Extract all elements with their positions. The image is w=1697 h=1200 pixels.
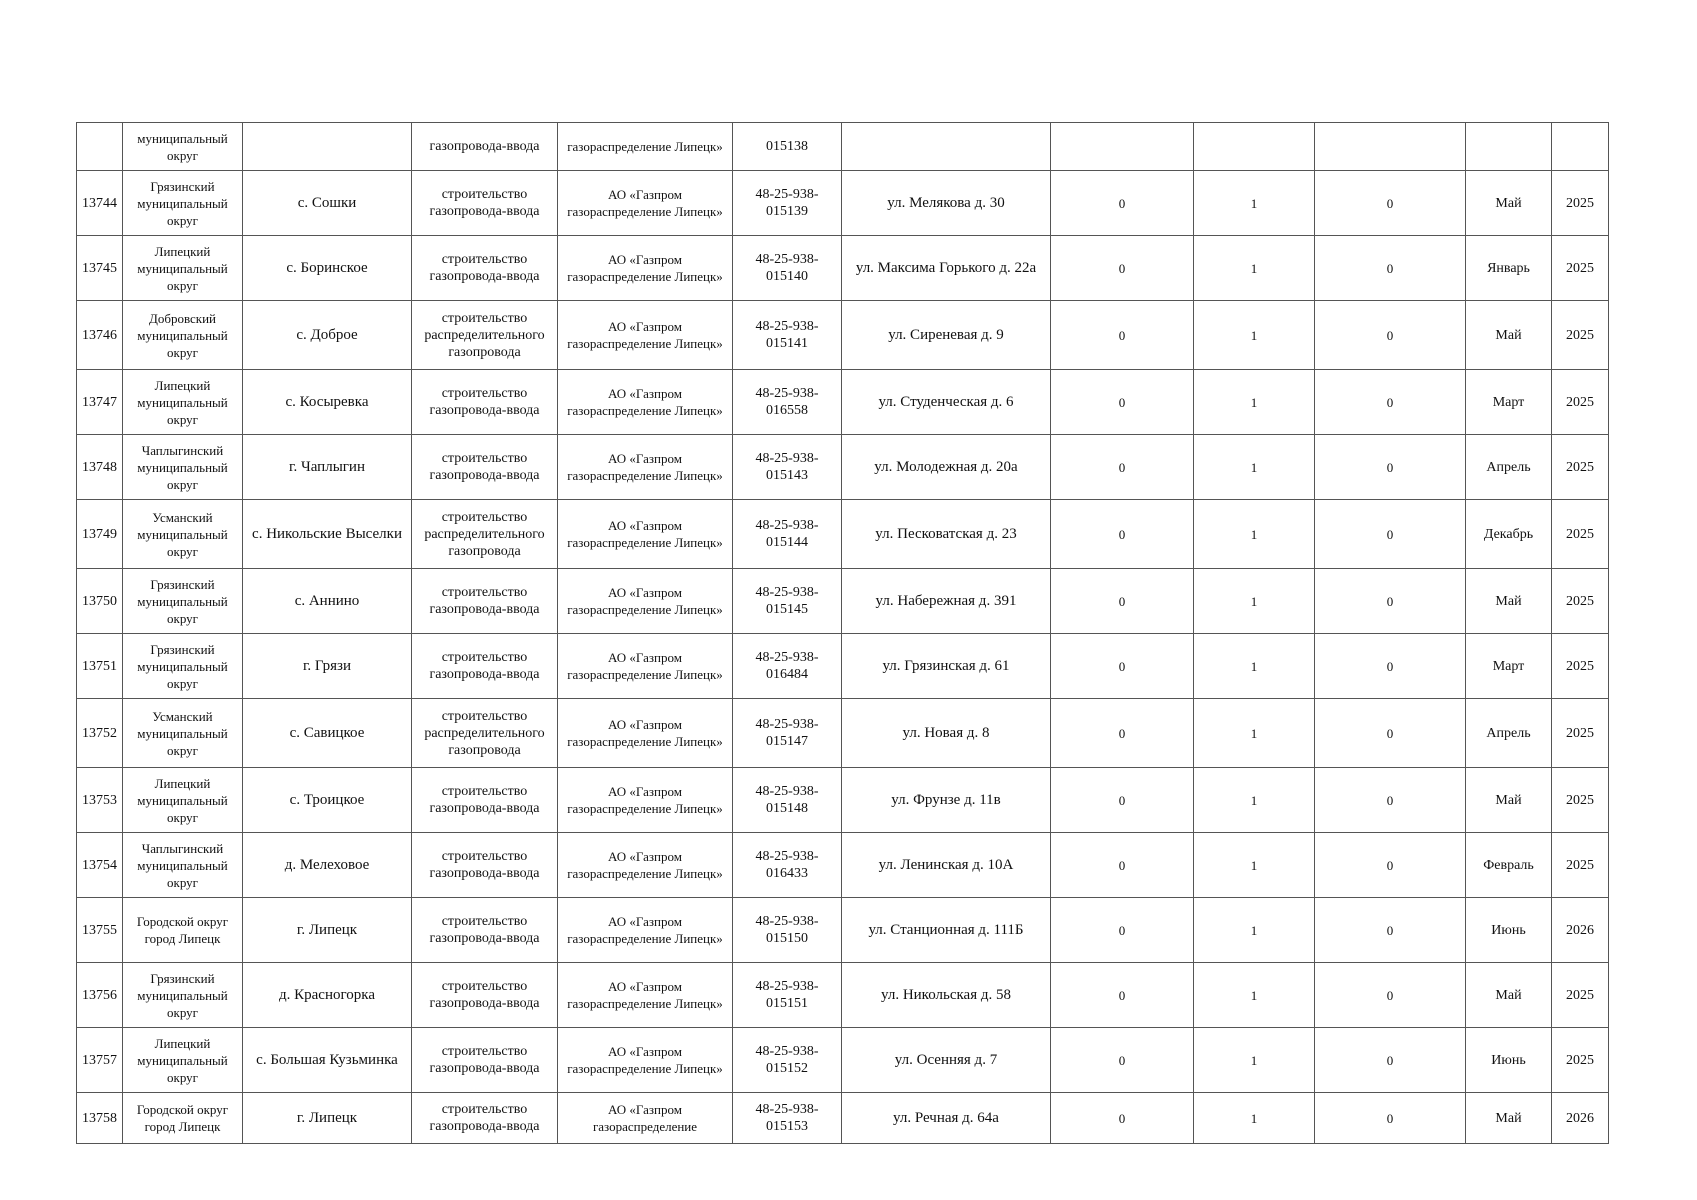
cell-number: 13754 [77,833,123,898]
cell-month: Июнь [1466,898,1552,963]
cell-year [1552,123,1609,171]
cell-value-1 [1051,123,1194,171]
cell-year: 2025 [1552,500,1609,569]
table-row [77,963,1609,1028]
cell-address: ул. Ленинская д. 10А [842,833,1051,898]
cell-month: Апрель [1466,435,1552,500]
gasification-table [76,122,1609,1144]
table-row [77,1028,1609,1093]
cell-code: 48-25-938-015152 [733,1028,842,1093]
cell-value-1: 0 [1051,768,1194,833]
cell-settlement: г. Липецк [243,1093,412,1144]
cell-code: 48-25-938-015140 [733,236,842,301]
cell-address: ул. Станционная д. 111Б [842,898,1051,963]
cell-value-3: 0 [1315,569,1466,634]
cell-work-type: строительство газопровода-ввода [412,171,558,236]
cell-settlement: с. Косыревка [243,370,412,435]
cell-address: ул. Новая д. 8 [842,699,1051,768]
cell-number: 13749 [77,500,123,569]
cell-code: 48-25-938-015151 [733,963,842,1028]
cell-organization: АО «Газпром газораспределение Липецк» [558,171,733,236]
cell-work-type: строительство газопровода-ввода [412,1093,558,1144]
table-row-truncated [77,1093,1609,1144]
cell-month: Январь [1466,236,1552,301]
cell-year: 2025 [1552,236,1609,301]
table-row [77,634,1609,699]
cell-district: Грязинский муниципальный округ [123,963,243,1028]
cell-settlement [243,123,412,171]
cell-settlement: с. Троицкое [243,768,412,833]
cell-month: Июнь [1466,1028,1552,1093]
cell-value-1: 0 [1051,500,1194,569]
cell-value-3: 0 [1315,435,1466,500]
cell-value-3: 0 [1315,236,1466,301]
cell-value-1: 0 [1051,435,1194,500]
cell-code: 48-25-938-016433 [733,833,842,898]
cell-organization: АО «Газпром газораспределение Липецк» [558,699,733,768]
cell-value-1: 0 [1051,171,1194,236]
cell-value-3: 0 [1315,1028,1466,1093]
cell-month: Декабрь [1466,500,1552,569]
cell-number: 13751 [77,634,123,699]
cell-settlement: г. Липецк [243,898,412,963]
cell-organization: АО «Газпром газораспределение Липецк» [558,236,733,301]
cell-address: ул. Песковатская д. 23 [842,500,1051,569]
cell-code: 48-25-938-015145 [733,569,842,634]
cell-value-2: 1 [1194,699,1315,768]
cell-work-type: строительство распределительного газопровода [412,500,558,569]
cell-settlement: д. Красногорка [243,963,412,1028]
cell-code: 48-25-938-015147 [733,699,842,768]
cell-district: Липецкий муниципальный округ [123,370,243,435]
cell-year: 2025 [1552,833,1609,898]
cell-value-3: 0 [1315,898,1466,963]
cell-number: 13758 [77,1093,123,1144]
cell-month: Май [1466,963,1552,1028]
cell-settlement: с. Савицкое [243,699,412,768]
cell-number [77,123,123,171]
cell-year: 2026 [1552,1093,1609,1144]
cell-value-2: 1 [1194,1028,1315,1093]
cell-district: Грязинский муниципальный округ [123,634,243,699]
cell-month: Март [1466,370,1552,435]
cell-address: ул. Студенческая д. 6 [842,370,1051,435]
table-row [77,833,1609,898]
cell-year: 2025 [1552,301,1609,370]
cell-work-type: строительство газопровода-ввода [412,236,558,301]
cell-value-1: 0 [1051,236,1194,301]
cell-address: ул. Осенняя д. 7 [842,1028,1051,1093]
cell-value-2: 1 [1194,236,1315,301]
cell-month: Апрель [1466,699,1552,768]
cell-number: 13748 [77,435,123,500]
cell-value-3: 0 [1315,370,1466,435]
cell-settlement: с. Большая Кузьминка [243,1028,412,1093]
cell-work-type: строительство газопровода-ввода [412,963,558,1028]
cell-value-2: 1 [1194,569,1315,634]
cell-address: ул. Набережная д. 391 [842,569,1051,634]
cell-organization: АО «Газпром газораспределение Липецк» [558,634,733,699]
cell-month: Май [1466,768,1552,833]
cell-district: Усманский муниципальный округ [123,699,243,768]
cell-year: 2025 [1552,699,1609,768]
cell-district: Липецкий муниципальный округ [123,768,243,833]
cell-value-3: 0 [1315,500,1466,569]
cell-month: Февраль [1466,833,1552,898]
cell-value-2: 1 [1194,898,1315,963]
cell-organization: АО «Газпром газораспределение Липецк» [558,963,733,1028]
cell-value-1: 0 [1051,370,1194,435]
cell-year: 2026 [1552,898,1609,963]
cell-organization: АО «Газпром газораспределение Липецк» [558,768,733,833]
cell-settlement: д. Мелеховое [243,833,412,898]
table-row [77,898,1609,963]
table-row [77,768,1609,833]
cell-district: Грязинский муниципальный округ [123,569,243,634]
cell-organization: АО «Газпром газораспределение Липецк» [558,1028,733,1093]
cell-value-1: 0 [1051,1028,1194,1093]
table-body [77,123,1609,1144]
cell-district: Грязинский муниципальный округ [123,171,243,236]
cell-work-type: строительство распределительного газопровода [412,301,558,370]
cell-value-1: 0 [1051,699,1194,768]
cell-district: Добровский муниципальный округ [123,301,243,370]
cell-value-2: 1 [1194,435,1315,500]
table-row [77,699,1609,768]
cell-district: Чаплыгинский муниципальный округ [123,833,243,898]
cell-organization: АО «Газпром газораспределение Липецк» [558,301,733,370]
cell-value-3: 0 [1315,301,1466,370]
cell-number: 13757 [77,1028,123,1093]
cell-value-3: 0 [1315,833,1466,898]
cell-value-1: 0 [1051,1093,1194,1144]
cell-value-3: 0 [1315,768,1466,833]
cell-value-3: 0 [1315,171,1466,236]
cell-value-1: 0 [1051,898,1194,963]
cell-value-1: 0 [1051,569,1194,634]
cell-number: 13750 [77,569,123,634]
cell-month: Март [1466,634,1552,699]
cell-year: 2025 [1552,634,1609,699]
cell-address: ул. Фрунзе д. 11в [842,768,1051,833]
cell-address: ул. Максима Горького д. 22а [842,236,1051,301]
cell-year: 2025 [1552,768,1609,833]
cell-value-1: 0 [1051,301,1194,370]
cell-district: Липецкий муниципальный округ [123,1028,243,1093]
cell-number: 13753 [77,768,123,833]
cell-work-type: строительство газопровода-ввода [412,435,558,500]
cell-organization: АО «Газпром газораспределение Липецк» [558,898,733,963]
cell-code: 015138 [733,123,842,171]
cell-organization: АО «Газпром газораспределение [558,1093,733,1144]
cell-value-2: 1 [1194,370,1315,435]
cell-work-type: газопровода-ввода [412,123,558,171]
cell-address: ул. Сиреневая д. 9 [842,301,1051,370]
cell-number: 13746 [77,301,123,370]
cell-address: ул. Никольская д. 58 [842,963,1051,1028]
cell-settlement: с. Никольские Выселки [243,500,412,569]
cell-value-2: 1 [1194,963,1315,1028]
cell-work-type: строительство газопровода-ввода [412,1028,558,1093]
cell-number: 13752 [77,699,123,768]
table-row [77,569,1609,634]
cell-value-2: 1 [1194,1093,1315,1144]
cell-code: 48-25-938-015153 [733,1093,842,1144]
cell-value-1: 0 [1051,634,1194,699]
cell-settlement: с. Доброе [243,301,412,370]
cell-settlement: с. Боринское [243,236,412,301]
cell-value-2: 1 [1194,301,1315,370]
cell-year: 2025 [1552,171,1609,236]
cell-year: 2025 [1552,370,1609,435]
cell-code: 48-25-938-015144 [733,500,842,569]
cell-district: Усманский муниципальный округ [123,500,243,569]
cell-address: ул. Молодежная д. 20а [842,435,1051,500]
cell-settlement: г. Чаплыгин [243,435,412,500]
cell-district: Городской округ город Липецк [123,1093,243,1144]
cell-organization: газораспределение Липецк» [558,123,733,171]
cell-work-type: строительство газопровода-ввода [412,569,558,634]
cell-organization: АО «Газпром газораспределение Липецк» [558,833,733,898]
cell-number: 13745 [77,236,123,301]
cell-value-2: 1 [1194,634,1315,699]
cell-value-3: 0 [1315,634,1466,699]
table-row [77,236,1609,301]
cell-district: Липецкий муниципальный округ [123,236,243,301]
cell-work-type: строительство распределительного газопровода [412,699,558,768]
cell-month: Май [1466,301,1552,370]
cell-month: Май [1466,1093,1552,1144]
cell-organization: АО «Газпром газораспределение Липецк» [558,370,733,435]
table-row [77,171,1609,236]
cell-address [842,123,1051,171]
cell-code: 48-25-938-015143 [733,435,842,500]
cell-year: 2025 [1552,1028,1609,1093]
table-row [77,500,1609,569]
cell-district: Чаплыгинский муниципальный округ [123,435,243,500]
cell-number: 13756 [77,963,123,1028]
cell-year: 2025 [1552,963,1609,1028]
cell-value-1: 0 [1051,963,1194,1028]
cell-value-2: 1 [1194,833,1315,898]
table-row-continued [77,123,1609,171]
table-row [77,370,1609,435]
cell-code: 48-25-938-016558 [733,370,842,435]
cell-address: ул. Грязинская д. 61 [842,634,1051,699]
cell-month [1466,123,1552,171]
cell-code: 48-25-938-015139 [733,171,842,236]
cell-district: муниципальный округ [123,123,243,171]
cell-work-type: строительство газопровода-ввода [412,768,558,833]
cell-organization: АО «Газпром газораспределение Липецк» [558,569,733,634]
table-row [77,301,1609,370]
cell-number: 13747 [77,370,123,435]
cell-settlement: с. Аннино [243,569,412,634]
cell-work-type: строительство газопровода-ввода [412,634,558,699]
cell-organization: АО «Газпром газораспределение Липецк» [558,435,733,500]
cell-year: 2025 [1552,569,1609,634]
cell-settlement: г. Грязи [243,634,412,699]
cell-year: 2025 [1552,435,1609,500]
cell-code: 48-25-938-015141 [733,301,842,370]
cell-code: 48-25-938-015148 [733,768,842,833]
cell-work-type: строительство газопровода-ввода [412,370,558,435]
cell-value-2: 1 [1194,768,1315,833]
cell-value-3: 0 [1315,963,1466,1028]
cell-code: 48-25-938-016484 [733,634,842,699]
cell-value-2: 1 [1194,171,1315,236]
cell-code: 48-25-938-015150 [733,898,842,963]
cell-value-1: 0 [1051,833,1194,898]
cell-settlement: с. Сошки [243,171,412,236]
cell-number: 13755 [77,898,123,963]
cell-work-type: строительство газопровода-ввода [412,898,558,963]
cell-number: 13744 [77,171,123,236]
cell-value-3: 0 [1315,1093,1466,1144]
cell-organization: АО «Газпром газораспределение Липецк» [558,500,733,569]
cell-value-3: 0 [1315,699,1466,768]
cell-address: ул. Речная д. 64а [842,1093,1051,1144]
cell-work-type: строительство газопровода-ввода [412,833,558,898]
cell-district: Городской округ город Липецк [123,898,243,963]
cell-value-2: 1 [1194,500,1315,569]
cell-value-3 [1315,123,1466,171]
table-row [77,435,1609,500]
cell-month: Май [1466,569,1552,634]
cell-address: ул. Мелякова д. 30 [842,171,1051,236]
cell-value-2 [1194,123,1315,171]
cell-month: Май [1466,171,1552,236]
